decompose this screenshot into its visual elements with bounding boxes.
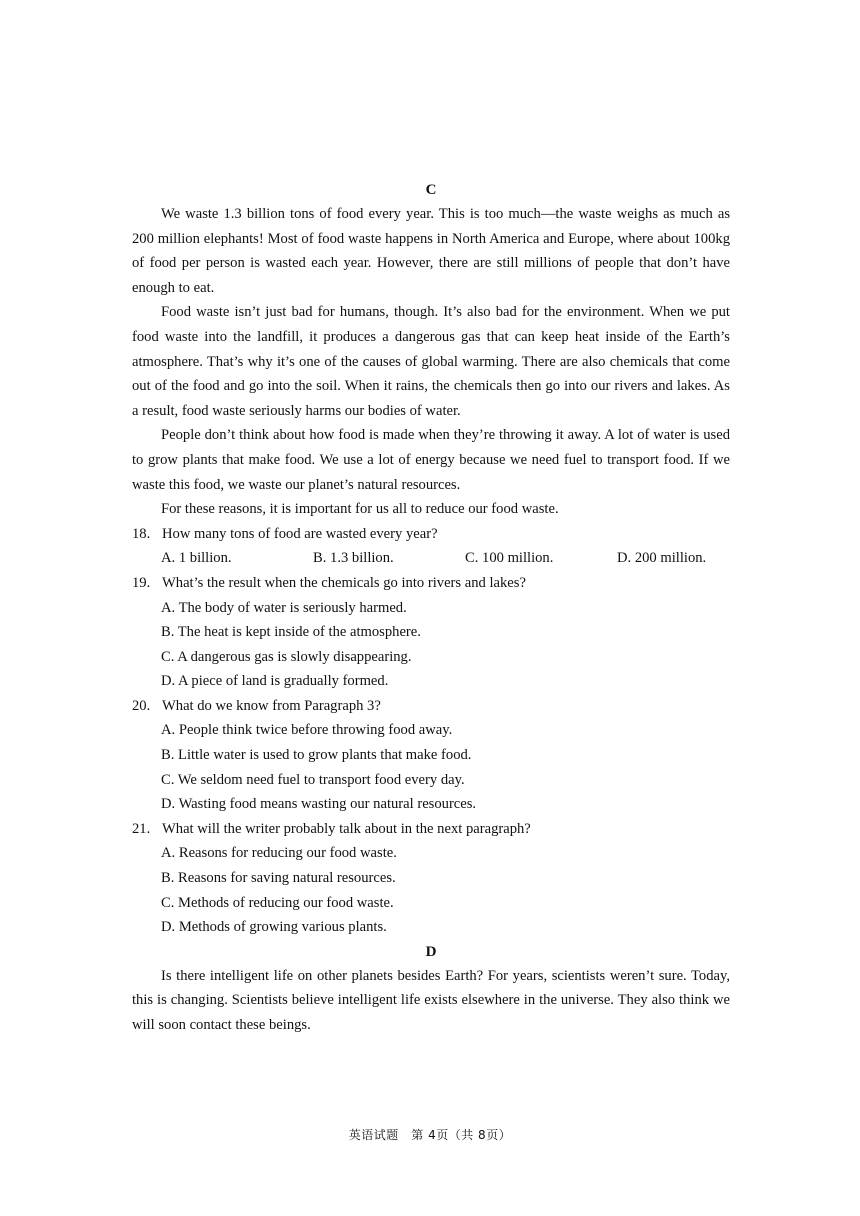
question-text: How many tons of food are wasted every year?: [162, 525, 438, 542]
question-19: [132, 571, 730, 694]
section-c-paragraph-4: For these reasons, it is important for us all to reduce our food waste.: [161, 501, 559, 518]
section-c-paragraph-3: People don’t think about how food is made when they’re throwing it away. A lot of water is used to grow plants that make food. We use a lot of energy because we need fuel to transport food. If we waste this food, we waste our planet’s natural resources.: [132, 427, 730, 493]
option-d: D. Wasting food means wasting our natural resources.: [161, 796, 477, 813]
section-c-paragraph-2: Food waste isn’t just bad for humans, though. It’s also bad for the environment. When we put food waste into the landfill, it produces a dangerous gas that can keep heat inside of the Earth’s atmosphere. That’s why it’s one of the causes of global warming. There are also chemicals that come out of the food and go into the soil. When it rains, the chemicals then go into our rivers and lakes. As a result, food waste seriously harms our bodies of water.: [132, 304, 730, 419]
option-a: A. Reasons for reducing our food waste.: [161, 845, 397, 862]
option-d: D. Methods of growing various plants.: [161, 919, 387, 936]
question-text: What will the writer probably talk about in the next paragraph?: [162, 820, 531, 837]
option-d: D. 200 million.: [617, 550, 707, 567]
option-row: [132, 546, 730, 571]
option-a: A. People think twice before throwing food away.: [161, 722, 453, 739]
question-number: 18.: [132, 525, 151, 542]
option-c: C. A dangerous gas is slowly disappearing.: [161, 648, 412, 665]
page-footer: 英语试题 第 4页（共 8页）: [348, 1128, 512, 1142]
question-stem: [132, 817, 730, 842]
question-number: 19.: [132, 574, 151, 591]
option-b: B. Little water is used to grow plants that make food.: [161, 747, 472, 764]
option-c: C. We seldom need fuel to transport food every day.: [161, 771, 465, 788]
option-b: B. 1.3 billion.: [313, 550, 394, 567]
section-c-heading: C: [425, 182, 437, 198]
option-d: D. A piece of land is gradually formed.: [161, 673, 389, 690]
question-text: What’s the result when the chemicals go into rivers and lakes?: [162, 574, 526, 591]
question-18: [132, 522, 730, 571]
question-stem: [132, 694, 730, 719]
question-stem: [132, 571, 730, 596]
question-number: 21.: [132, 820, 151, 837]
question-stem: [132, 522, 730, 547]
question-text: What do we know from Paragraph 3?: [162, 697, 381, 714]
option-c: C. 100 million.: [465, 550, 554, 567]
option-b: B. The heat is kept inside of the atmosphere.: [161, 624, 421, 641]
option-c: C. Methods of reducing our food waste.: [161, 894, 394, 911]
option-b: B. Reasons for saving natural resources.: [161, 870, 396, 887]
section-c-paragraph-1: We waste 1.3 billion tons of food every year. This is too much—the waste weighs as much as 200 million elephants! Most of food waste happens in North America and Europe, where about 100kg of food per person is wasted each year. However, there are still millions of people that don’t have enough to eat.: [132, 206, 730, 296]
section-d-heading: D: [425, 943, 437, 960]
question-number: 20.: [132, 697, 151, 714]
page-content: [132, 178, 730, 1038]
question-21: [132, 817, 730, 940]
section-d-paragraph-1: Is there intelligent life on other planets besides Earth? For years, scientists weren’t sure. Today, this is changing. Scientists believe intelligent life exists elsewhere in the universe. They also think we will soon contact these beings.: [132, 967, 730, 1033]
option-a: A. 1 billion.: [161, 550, 232, 567]
question-20: [132, 694, 730, 817]
option-a: A. The body of water is seriously harmed.: [161, 599, 407, 616]
